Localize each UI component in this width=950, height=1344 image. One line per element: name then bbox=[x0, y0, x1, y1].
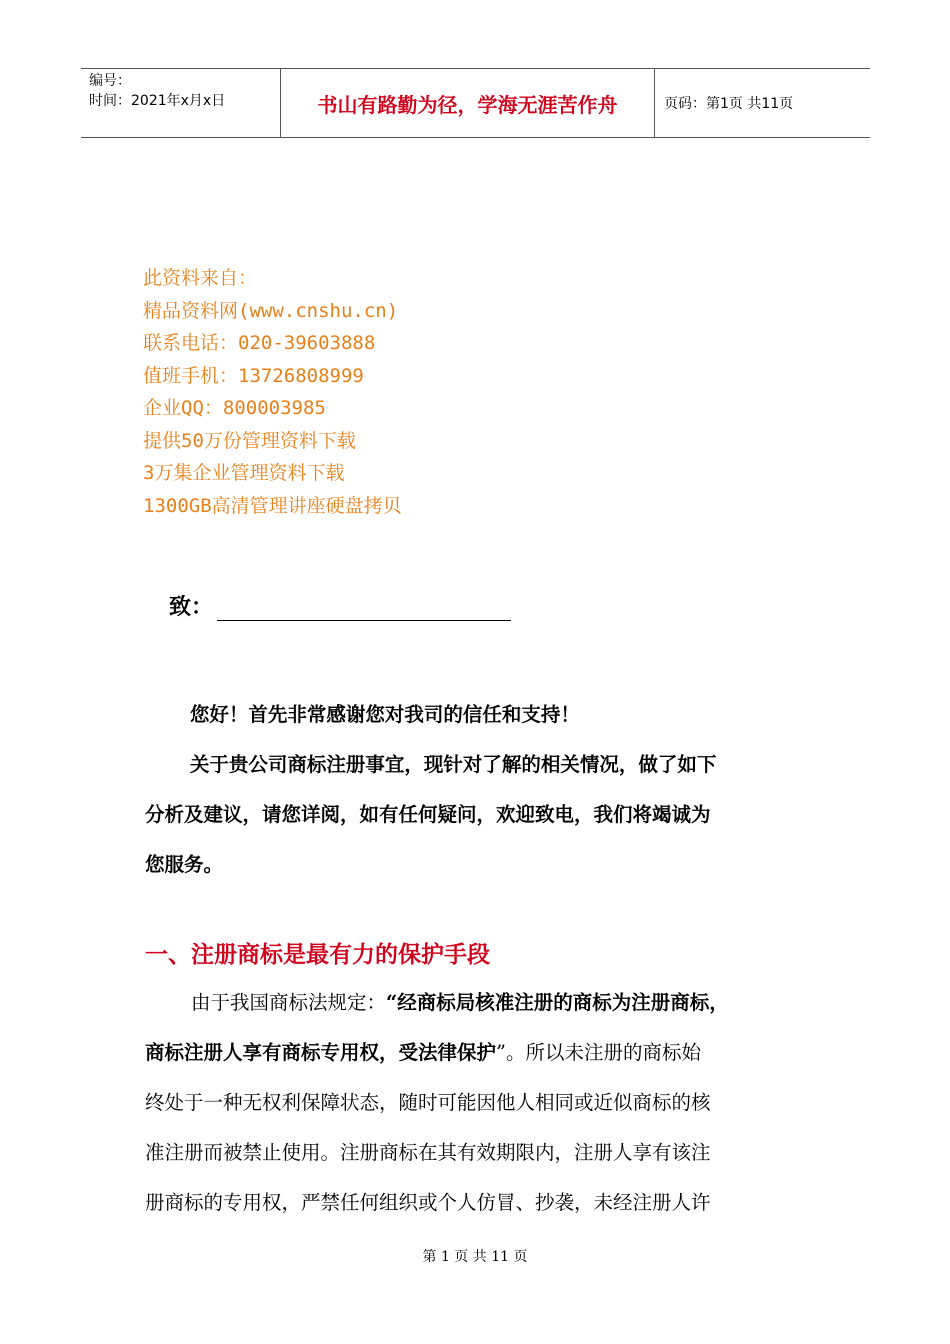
promo-line: 企业QQ：800003985 bbox=[143, 397, 326, 419]
paragraph-line bbox=[145, 1028, 810, 1078]
recipient-label: 致： bbox=[169, 594, 214, 620]
promo-line: 精品资料网(www.cnshu.cn) bbox=[143, 299, 399, 322]
greeting-line: 您服务。 bbox=[145, 853, 224, 876]
greeting-line: 关于贵公司商标注册事宜，现针对了解的相关情况，做了如下 bbox=[189, 753, 717, 776]
greeting-line: 您好！首先非常感谢您对我司的信任和支持！ bbox=[189, 703, 580, 726]
promo-block bbox=[143, 262, 402, 522]
header-meta bbox=[81, 69, 281, 137]
quoted-law-text: 商标注册人享有商标专用权，受法律保护 bbox=[145, 1041, 497, 1064]
section-paragraph bbox=[145, 978, 810, 1228]
header-table bbox=[81, 68, 870, 138]
paragraph-line: 册商标的专用权，严禁任何组织或个人仿冒、抄袭，未经注册人许 bbox=[145, 1191, 711, 1214]
page-footer: 第 1 页 共 11 页 bbox=[422, 1249, 528, 1265]
quoted-law-text: “经商标局核准注册的商标为注册商标， bbox=[386, 991, 729, 1014]
paragraph-text: ”。所以未注册的商标始 bbox=[496, 1041, 701, 1064]
document-number-label: 编号： bbox=[89, 73, 131, 89]
paragraph-text: 由于我国商标法规定： bbox=[191, 991, 387, 1014]
header-page-info: 页码：第1页 共11页 bbox=[664, 96, 794, 112]
recipient-blank bbox=[217, 592, 511, 621]
section-title: 一、注册商标是最有力的保护手段 bbox=[145, 942, 490, 968]
promo-line: 1300GB高清管理讲座硬盘拷贝 bbox=[143, 494, 402, 517]
recipient-line bbox=[169, 590, 511, 621]
greeting-line: 分析及建议，请您详阅，如有任何疑问，欢迎致电，我们将竭诚为 bbox=[145, 803, 711, 826]
paragraph-line: 准注册而被禁止使用。注册商标在其有效期限内，注册人享有该注 bbox=[145, 1141, 711, 1164]
promo-line: 3万集企业管理资料下载 bbox=[143, 462, 345, 484]
paragraph-line bbox=[145, 978, 810, 1028]
header-motto: 书山有路勤为径，学海无涯苦作舟 bbox=[281, 69, 655, 137]
promo-line: 提供50万份管理资料下载 bbox=[143, 429, 356, 452]
document-date: 时间：2021年x月x日 bbox=[89, 93, 226, 109]
promo-line: 值班手机：13726808999 bbox=[143, 364, 364, 387]
promo-line: 联系电话：020-39603888 bbox=[143, 332, 376, 354]
paragraph-line: 终处于一种无权利保障状态，随时可能因他人相同或近似商标的核 bbox=[145, 1091, 711, 1114]
greeting-block bbox=[145, 690, 810, 890]
promo-line: 此资料来自： bbox=[143, 267, 258, 289]
